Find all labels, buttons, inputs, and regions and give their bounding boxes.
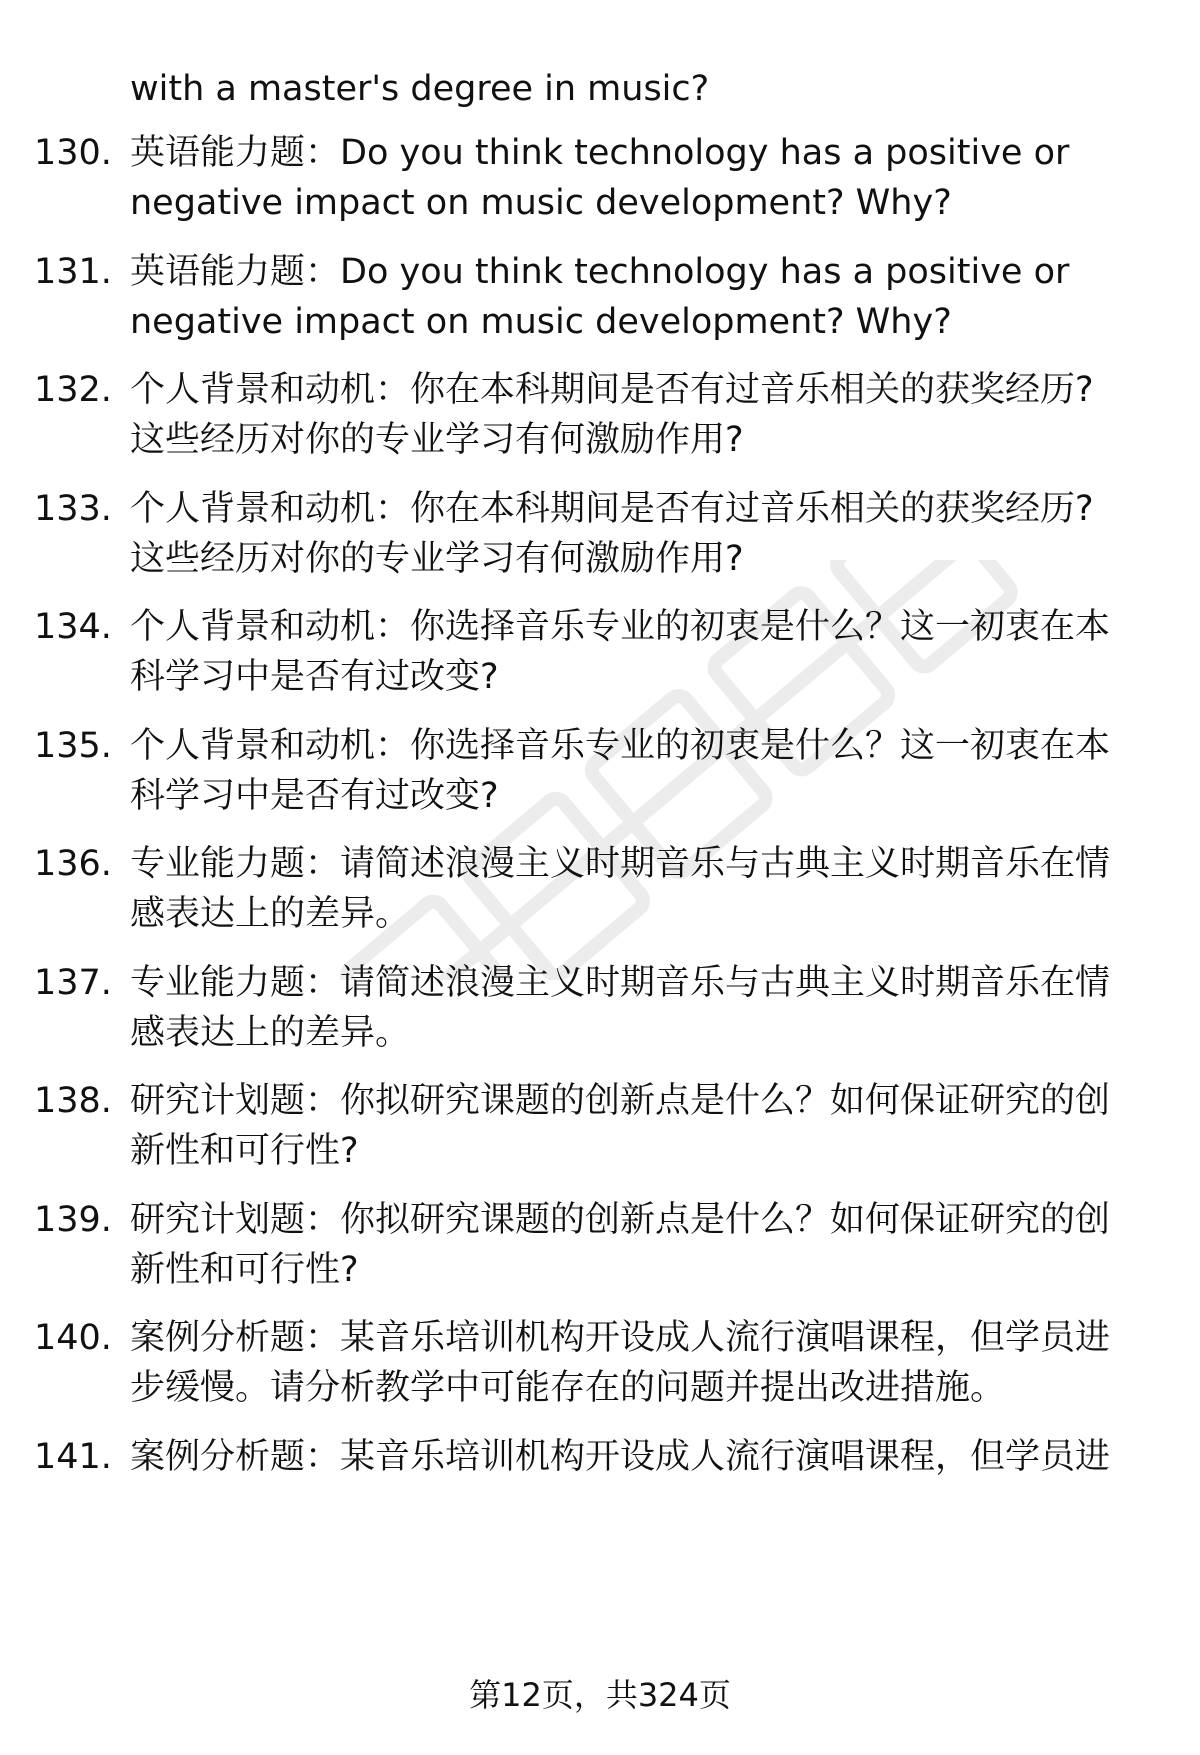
item-text	[130, 365, 1150, 465]
item-text-line: 科学习中是否有过改变?	[130, 776, 499, 816]
item-text-line: 感表达上的差异。	[130, 1013, 411, 1053]
item-text	[130, 1313, 1150, 1413]
item-text	[130, 128, 1150, 228]
item-text-line: negative impact on music development? Why?	[130, 183, 952, 223]
item-text	[130, 247, 1150, 347]
item-text-line: 研究计划题：你拟研究课题的创新点是什么？如何保证研究的创	[130, 1200, 1111, 1240]
item-text-line: 新性和可行性?	[130, 1250, 359, 1290]
item-text	[130, 1076, 1150, 1176]
item-text-line: 英语能力题：Do you think technology has a positive or	[130, 252, 1070, 292]
item-text	[130, 839, 1150, 939]
item-text-line: 专业能力题：请简述浪漫主义时期音乐与古典主义时期音乐在情	[130, 844, 1111, 884]
item-text-line: 个人背景和动机：你在本科期间是否有过音乐相关的获奖经历?	[130, 489, 1094, 529]
item-number: 140.	[34, 1318, 112, 1358]
item-number: 136.	[34, 844, 112, 884]
item-text	[130, 1195, 1150, 1295]
item-text	[130, 958, 1150, 1058]
item-number: 141.	[34, 1437, 112, 1477]
item-text-line: 专业能力题：请简述浪漫主义时期音乐与古典主义时期音乐在情	[130, 963, 1111, 1003]
item-number: 137.	[34, 963, 112, 1003]
item-text-line: 这些经历对你的专业学习有何激励作用?	[130, 539, 744, 579]
item-text	[130, 484, 1150, 584]
item-text-line: 案例分析题：某音乐培训机构开设成人流行演唱课程，但学员进	[130, 1437, 1111, 1477]
item-text	[130, 721, 1150, 821]
item-number: 130.	[34, 133, 112, 173]
item-text-line: negative impact on music development? Why?	[130, 302, 952, 342]
item-text	[130, 1432, 1150, 1482]
item-text-line: 感表达上的差异。	[130, 894, 411, 934]
item-text-line: 这些经历对你的专业学习有何激励作用?	[130, 420, 744, 460]
item-number: 139.	[34, 1200, 112, 1240]
item-text-line: 研究计划题：你拟研究课题的创新点是什么？如何保证研究的创	[130, 1081, 1111, 1121]
item-number: 132.	[34, 370, 112, 410]
item-text-line: 案例分析题：某音乐培训机构开设成人流行演唱课程，但学员进	[130, 1318, 1111, 1358]
item-text-line: 英语能力题：Do you think technology has a positive or	[130, 133, 1070, 173]
item-number: 131.	[34, 252, 112, 292]
item-text-line: 个人背景和动机：你在本科期间是否有过音乐相关的获奖经历?	[130, 370, 1094, 410]
item-text-line: 个人背景和动机：你选择音乐专业的初衷是什么？这一初衷在本	[130, 726, 1111, 766]
item-number: 134.	[34, 607, 112, 647]
continuation-line: with a master's degree in music?	[130, 69, 710, 109]
item-number: 135.	[34, 726, 112, 766]
item-number: 138.	[34, 1081, 112, 1121]
item-text-line: 新性和可行性?	[130, 1131, 359, 1171]
page-footer: 第12页，共324页	[469, 1676, 731, 1714]
item-text	[130, 602, 1150, 702]
item-text-line: 科学习中是否有过改变?	[130, 657, 499, 697]
item-text-line: 步缓慢。请分析教学中可能存在的问题并提出改进措施。	[130, 1368, 1006, 1408]
item-number: 133.	[34, 489, 112, 529]
item-text-line: 个人背景和动机：你选择音乐专业的初衷是什么？这一初衷在本	[130, 607, 1111, 647]
